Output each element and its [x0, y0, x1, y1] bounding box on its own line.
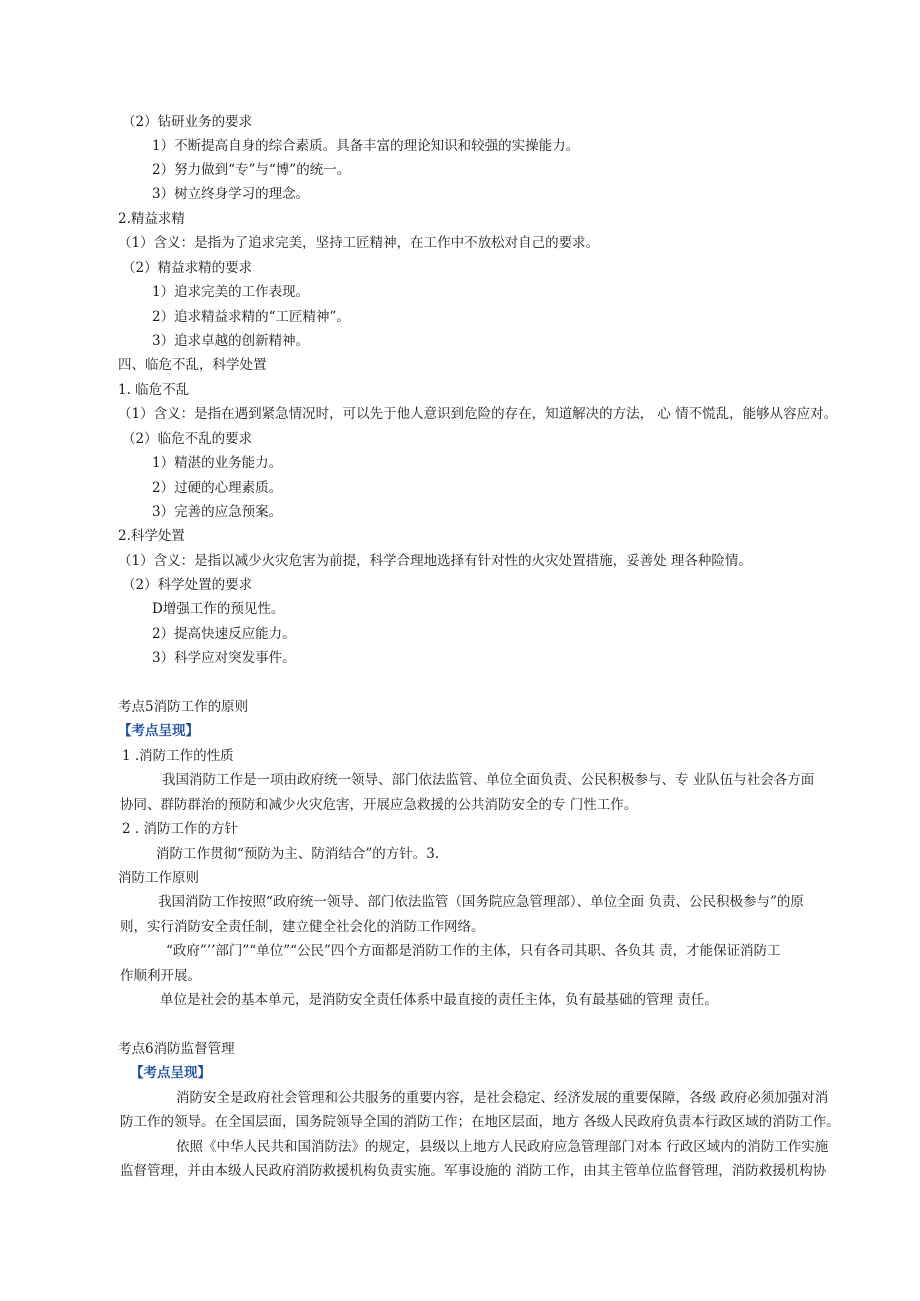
list-item: 2）过硬的心理素质。 — [152, 480, 283, 496]
list-item: 1）精湛的业务能力。 — [152, 455, 283, 471]
subsection-title: 2 . 消防工作的方针 — [122, 821, 238, 837]
list-item: 2）努力做到“专”与“博”的统一。 — [152, 162, 351, 178]
paragraph-line: 我国消防工作是一项由政府统一领导、部门依法监管、单位全面负责、公民积极参与、专 业队伍与社会各方面 — [162, 772, 815, 788]
paragraph-line: 监督管理，并由本级人民政府消防救援机构负责实施。军事设施的 消防工作，由其主管单位监督管理，消防救援机构协 — [120, 1163, 827, 1179]
list-item: 3）完善的应急预案。 — [152, 504, 283, 520]
subsection-title: 1. 临危不乱 — [118, 382, 190, 398]
subsection-title: 2.科学处置 — [118, 528, 185, 544]
paragraph-line: 依照《中华人民共和国消防法》的规定，县级以上地方人民政府应急管理部门对本 行政区域内的消防工作实施 — [176, 1139, 829, 1155]
section-heading: （2）精益求精的要求 — [122, 260, 253, 276]
paragraph-line: 作顺利开展。 — [120, 968, 201, 984]
section-heading: （2）科学处置的要求 — [122, 577, 253, 593]
definition-line: （1）含义：是指为了追求完美，坚持工匠精神，在工作中不放松对自己的要求。 — [118, 235, 600, 251]
paragraph-line: 则，实行消防安全责任制，建立健全社会化的消防工作网络。 — [120, 919, 485, 935]
list-item: 3）树立终身学习的理念。 — [152, 186, 310, 202]
paragraph-line: 协同、群防群治的预防和减少火灾危害，开展应急救援的公共消防安全的专 门性工作。 — [120, 797, 638, 813]
subsection-title: 2.精益求精 — [118, 211, 185, 227]
list-item: 2）追求精益求精的“工匠精神”。 — [152, 309, 350, 325]
kaodian-tag: 【考点呈现】 — [130, 1065, 211, 1081]
kaodian-tag: 【考点呈现】 — [118, 723, 199, 739]
section-heading: （2）临危不乱的要求 — [122, 431, 253, 447]
list-item: 3）追求卓越的创新精神。 — [152, 333, 310, 349]
chapter-heading: 四、临危不乱，科学处置 — [118, 357, 267, 373]
paragraph-line: “政府”’’部门”“单位”“公民”四个方面都是消防工作的主体，只有各司其职、各负其 责，才能保证消防工 — [166, 943, 781, 959]
definition-line: （1）含义：是指以减少火灾危害为前提，科学合理地选择有针对性的火灾处置措施，妥善处 理各种险情。 — [118, 553, 752, 569]
kaodian-title: 考点5消防工作的原则 — [118, 699, 249, 715]
list-item: 1）不断提高自身的综合素质。具备丰富的理论知识和较强的实操能力。 — [152, 138, 580, 154]
list-item: 2）提高快速反应能力。 — [152, 626, 296, 642]
list-item: 3）科学应对突发事件。 — [152, 650, 296, 666]
subsection-title: 消防工作原则 — [118, 870, 199, 886]
list-item: D增强工作的预见性。 — [152, 601, 285, 617]
definition-line: （1）含义：是指在遇到紧急情况时，可以先于他人意识到危险的存在，知道解决的方法， 心 情不慌乱，能够从容应对。 — [118, 406, 838, 422]
subsection-title: 1 .消防工作的性质 — [122, 748, 234, 764]
paragraph-line: 消防工作贯彻“预防为主、防消结合”的方针。3. — [156, 846, 440, 862]
section-heading: （2）钻研业务的要求 — [122, 114, 253, 130]
paragraph-line: 单位是社会的基本单元，是消防安全责任体系中最直接的责任主体，负有最基础的管理 责任。 — [160, 992, 718, 1008]
paragraph-line: 防工作的领导。在全国层面，国务院领导全国的消防工作；在地区层面，地方 各级人民政府负责本行政区域的消防工作。 — [120, 1114, 840, 1130]
paragraph-line: 我国消防工作按照“政府统一领导、部门依法监管（国务院应急管理部）、单位全面 负责、公民积极参与”的原 — [158, 894, 804, 910]
kaodian-title: 考点6消防监督管理 — [118, 1041, 235, 1057]
list-item: 1）追求完美的工作表现。 — [152, 284, 310, 300]
paragraph-line: 消防安全是政府社会管理和公共服务的重要内容，是社会稳定、经济发展的重要保障，各级 政府必须加强对消 — [176, 1090, 829, 1106]
